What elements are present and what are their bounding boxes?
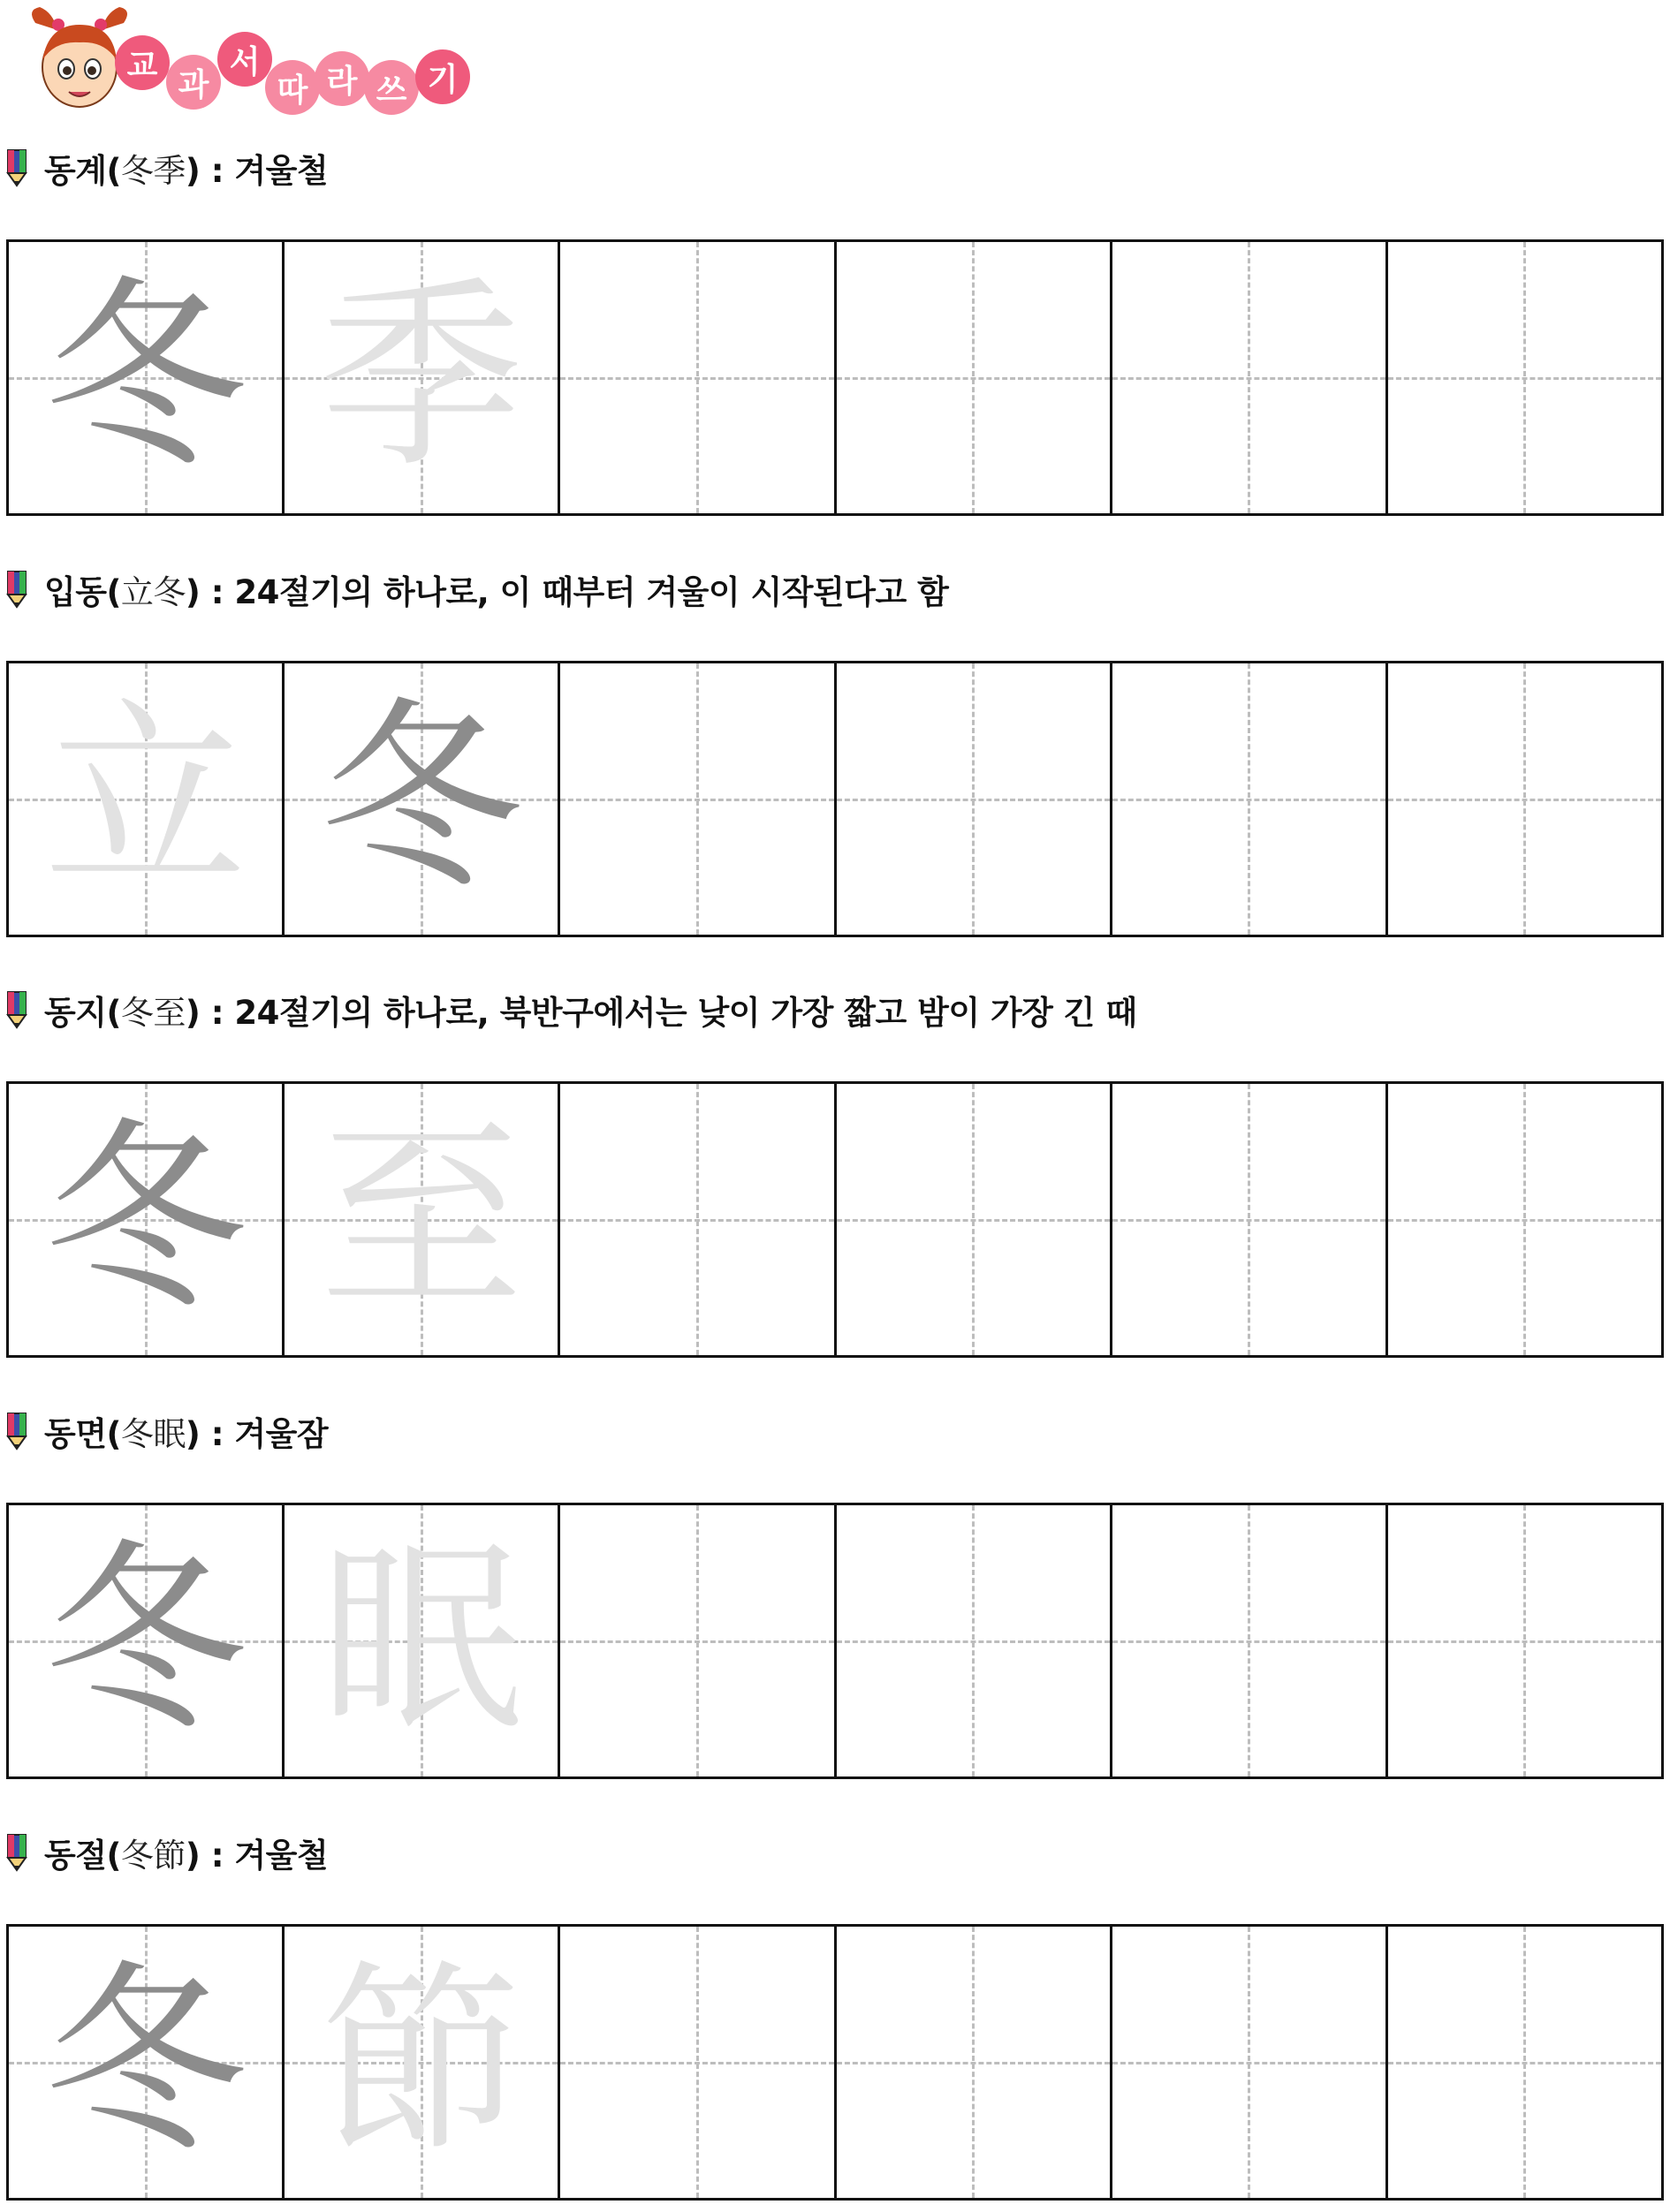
- header-logo: [27, 5, 486, 120]
- writing-cell[interactable]: [560, 1505, 836, 1776]
- writing-cell[interactable]: [560, 1084, 836, 1355]
- vocab-title-row: [5, 567, 948, 611]
- writing-cell[interactable]: [9, 1927, 285, 2198]
- vocab-title-row: [5, 1409, 328, 1453]
- writing-cell[interactable]: [837, 663, 1112, 935]
- writing-cell[interactable]: [560, 1927, 836, 2198]
- writing-cell[interactable]: [1388, 1084, 1661, 1355]
- logo-syllable: 라: [315, 51, 369, 106]
- vocab-word: 입동: [44, 573, 107, 611]
- logo-syllable: 기: [415, 49, 470, 104]
- writing-cell[interactable]: [1112, 242, 1388, 513]
- writing-grid: [6, 661, 1664, 937]
- logo-syllable: 과: [166, 55, 221, 110]
- vocab-word: 동절: [44, 1837, 107, 1875]
- writing-grid: [6, 1081, 1664, 1358]
- vocab-title: 동면(冬眠) : 겨울잠: [44, 1415, 329, 1453]
- trace-char-faint: 眠: [319, 1522, 523, 1759]
- writing-cell[interactable]: [1388, 663, 1661, 935]
- vocab-meaning: : 겨울철: [200, 1837, 329, 1875]
- vocab-hanja: 冬季: [120, 152, 186, 190]
- writing-cell[interactable]: [1388, 1505, 1661, 1776]
- vocab-meaning: : 겨울철: [200, 152, 329, 190]
- vocab-word: 동면: [44, 1415, 107, 1453]
- trace-char-faint: 立: [43, 680, 247, 917]
- pencil-icon: [5, 1412, 28, 1451]
- pencil-icon: [5, 1833, 28, 1872]
- vocab-meaning: : 겨울잠: [200, 1415, 329, 1453]
- vocab-title: 입동(立冬) : 24절기의 하나로, 이 때부터 겨울이 시작된다고 함: [44, 573, 949, 611]
- writing-grid: [6, 239, 1664, 516]
- trace-char-dark: 冬: [43, 259, 247, 496]
- writing-cell[interactable]: [9, 1505, 285, 1776]
- writing-cell[interactable]: [837, 242, 1112, 513]
- vocab-meaning: : 24절기의 하나로, 북반구에서는 낮이 가장 짧고 밤이 가장 긴 때: [200, 994, 1137, 1032]
- writing-cell[interactable]: [560, 242, 836, 513]
- vocab-hanja: 冬節: [120, 1837, 186, 1875]
- trace-char-dark: 冬: [43, 1522, 247, 1759]
- trace-char-dark: 冬: [43, 1101, 247, 1337]
- writing-cell[interactable]: [1112, 663, 1388, 935]
- writing-cell[interactable]: [285, 242, 560, 513]
- trace-char-faint: 季: [319, 259, 523, 496]
- vocab-hanja: 冬眠: [120, 1415, 186, 1453]
- logo-syllable: 서: [217, 32, 272, 87]
- vocab-hanja: 立冬: [120, 573, 186, 611]
- writing-cell[interactable]: [1112, 1927, 1388, 2198]
- trace-char-dark: 冬: [43, 1943, 247, 2180]
- vocab-word: 동계: [44, 152, 107, 190]
- vocab-title-row: [5, 146, 328, 190]
- vocab-title-row: [5, 988, 1137, 1032]
- writing-cell[interactable]: [837, 1505, 1112, 1776]
- writing-cell[interactable]: [285, 1927, 560, 2198]
- writing-cell[interactable]: [9, 1084, 285, 1355]
- writing-cell[interactable]: [1112, 1084, 1388, 1355]
- writing-cell[interactable]: [1388, 1927, 1661, 2198]
- pencil-icon: [5, 148, 28, 187]
- logo-syllable: 따: [265, 60, 320, 115]
- vocab-title: 동지(冬至) : 24절기의 하나로, 북반구에서는 낮이 가장 짧고 밤이 가장 긴 때: [44, 994, 1137, 1032]
- trace-char-faint: 至: [319, 1101, 523, 1337]
- pencil-icon: [5, 570, 28, 609]
- vocab-meaning: : 24절기의 하나로, 이 때부터 겨울이 시작된다고 함: [200, 573, 949, 611]
- vocab-hanja: 冬至: [120, 994, 186, 1032]
- pencil-icon: [5, 990, 28, 1029]
- writing-cell[interactable]: [837, 1084, 1112, 1355]
- writing-cell[interactable]: [9, 663, 285, 935]
- vocab-title: 동계(冬季) : 겨울철: [44, 152, 329, 190]
- trace-char-dark: 冬: [319, 680, 523, 917]
- writing-cell[interactable]: [837, 1927, 1112, 2198]
- writing-grid: [6, 1503, 1664, 1779]
- writing-cell[interactable]: [285, 1084, 560, 1355]
- trace-char-faint: 節: [319, 1943, 523, 2180]
- writing-cell[interactable]: [1112, 1505, 1388, 1776]
- vocab-title-row: [5, 1830, 328, 1875]
- writing-grid: [6, 1924, 1664, 2201]
- writing-cell[interactable]: [285, 663, 560, 935]
- writing-cell[interactable]: [285, 1505, 560, 1776]
- writing-cell[interactable]: [1388, 242, 1661, 513]
- logo-syllable: 교: [115, 35, 170, 90]
- vocab-title: 동절(冬節) : 겨울철: [44, 1837, 329, 1875]
- logo-syllable: 쓰: [364, 60, 419, 115]
- writing-cell[interactable]: [560, 663, 836, 935]
- writing-cell[interactable]: [9, 242, 285, 513]
- vocab-word: 동지: [44, 994, 107, 1032]
